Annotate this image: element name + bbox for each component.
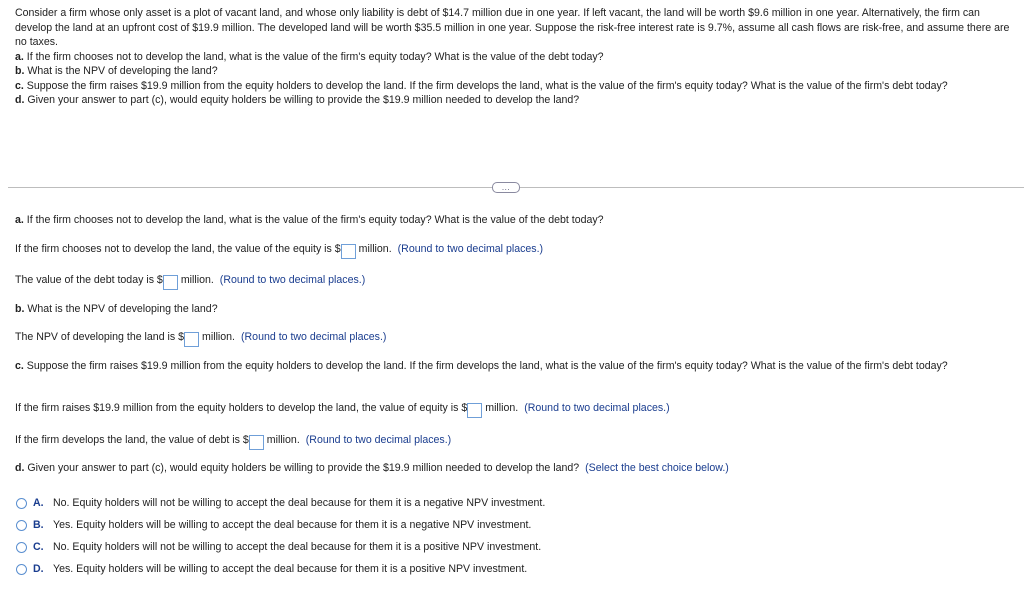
- problem-statement: [15, 6, 1017, 108]
- part-a-prefix: a.: [15, 214, 24, 226]
- part-b-heading-text: What is the NPV of developing the land?: [24, 303, 218, 315]
- part-d-hint: (Select the best choice below.): [585, 462, 729, 474]
- question-a-prefix: a.: [15, 50, 24, 63]
- part-c-heading: [15, 359, 1010, 373]
- answer-c1-unit: million.: [485, 402, 519, 414]
- question-d: [15, 93, 1017, 108]
- answer-b1-unit: million.: [202, 331, 235, 343]
- answer-row-a2: [15, 273, 365, 290]
- problem-intro: Consider a firm whose only asset is a plot of vacant land, and whose only liability is debt of $14.7 million due in one year. If left vacant, the land will be worth $9.6 million in one year. Alternatively, the firm can develop the land at an upfront cost of $19.9 million. The developed land will be worth $35.5 million in one year. Suppose the risk-free interest rate is 9.7%, assume all cash flows are risk-free, and assume there are no taxes.: [15, 7, 1010, 48]
- answer-row-c2: [15, 433, 451, 450]
- answer-row-c1: [15, 401, 670, 418]
- answer-a2-unit: million.: [180, 274, 214, 286]
- developed-equity-input[interactable]: [467, 403, 482, 418]
- radio-button-b[interactable]: [16, 520, 27, 531]
- question-d-text: Given your answer to part (c), would equity holders be willing to provide the $19.9 million needed to develop the land?: [24, 94, 580, 106]
- npv-input[interactable]: [184, 332, 199, 347]
- answer-b1-hint: (Round to two decimal places.): [241, 331, 387, 343]
- part-d-heading: [15, 461, 729, 475]
- answer-a1-hint: (Round to two decimal places.): [397, 243, 544, 255]
- part-c-prefix: c.: [15, 360, 24, 372]
- choice-d-letter: D.: [33, 563, 44, 575]
- question-c-prefix: c.: [15, 79, 24, 92]
- part-d-heading-text: Given your answer to part (c), would equity holders be willing to provide the $19.9 million needed to develop the land?: [24, 462, 580, 474]
- question-c-text: Suppose the firm raises $19.9 million from the equity holders to develop the land. If the firm develops the land, what is the value of the firm's equity today? What is the value of the firm's debt today?: [23, 79, 948, 92]
- choice-d-text: Yes. Equity holders will be willing to accept the deal because for them it is a positive NPV investment.: [53, 563, 528, 575]
- choice-b-letter: B.: [33, 519, 44, 531]
- part-b-prefix: b.: [15, 303, 25, 315]
- part-a-heading: [15, 213, 604, 227]
- answer-c1-label: If the firm raises $19.9 million from the equity holders to develop the land, the value of equity is $: [15, 402, 468, 414]
- part-b-heading: [15, 302, 218, 316]
- choice-b-text: Yes. Equity holders will be willing to accept the deal because for them it is a negative NPV investment.: [53, 519, 532, 531]
- part-a-heading-text: If the firm chooses not to develop the land, what is the value of the firm's equity today? What is the value of the debt today?: [23, 214, 604, 226]
- choice-a-text: No. Equity holders will not be willing to accept the deal because for them it is a negative NPV investment.: [53, 497, 546, 509]
- question-d-prefix: d.: [15, 94, 25, 106]
- equity-value-input[interactable]: [341, 244, 356, 259]
- question-b-text: What is the NPV of developing the land?: [24, 65, 218, 77]
- choice-a[interactable]: [16, 497, 545, 509]
- answer-c2-hint: (Round to two decimal places.): [305, 434, 452, 446]
- part-c-heading-text: Suppose the firm raises $19.9 million from the equity holders to develop the land. If the firm develops the land, what is the value of the firm's equity today? What is the value of the firm's debt today?: [23, 360, 948, 372]
- radio-button-d[interactable]: [16, 564, 27, 575]
- answer-a2-label: The value of the debt today is $: [15, 274, 163, 286]
- question-a: [15, 50, 1017, 65]
- answer-row-b1: [15, 330, 386, 347]
- part-d-prefix: d.: [15, 462, 25, 474]
- question-c: [15, 79, 1017, 94]
- expand-problem-button[interactable]: ...: [492, 182, 520, 193]
- answer-a2-hint: (Round to two decimal places.): [219, 274, 366, 286]
- answer-row-a1: [15, 242, 543, 259]
- answer-a1-unit: million.: [358, 243, 392, 255]
- choice-c-letter: C.: [33, 541, 44, 553]
- choice-b[interactable]: [16, 519, 531, 531]
- choice-d[interactable]: [16, 563, 527, 575]
- answer-c2-unit: million.: [266, 434, 300, 446]
- choice-c-text: No. Equity holders will not be willing to accept the deal because for them it is a positive NPV investment.: [53, 541, 542, 553]
- choice-c[interactable]: [16, 541, 541, 553]
- answer-a1-label: If the firm chooses not to develop the land, the value of the equity is $: [15, 243, 341, 255]
- question-b: [15, 64, 1017, 79]
- question-b-prefix: b.: [15, 65, 25, 77]
- radio-button-a[interactable]: [16, 498, 27, 509]
- radio-button-c[interactable]: [16, 542, 27, 553]
- debt-value-input[interactable]: [163, 275, 178, 290]
- answer-c2-label: If the firm develops the land, the value of debt is $: [15, 434, 249, 446]
- answer-c1-hint: (Round to two decimal places.): [524, 402, 670, 414]
- choice-a-letter: A.: [33, 497, 44, 509]
- developed-debt-input[interactable]: [249, 435, 264, 450]
- question-a-text: If the firm chooses not to develop the land, what is the value of the firm's equity today? What is the value of the debt today?: [23, 50, 604, 63]
- answer-b1-label: The NPV of developing the land is $: [15, 331, 185, 343]
